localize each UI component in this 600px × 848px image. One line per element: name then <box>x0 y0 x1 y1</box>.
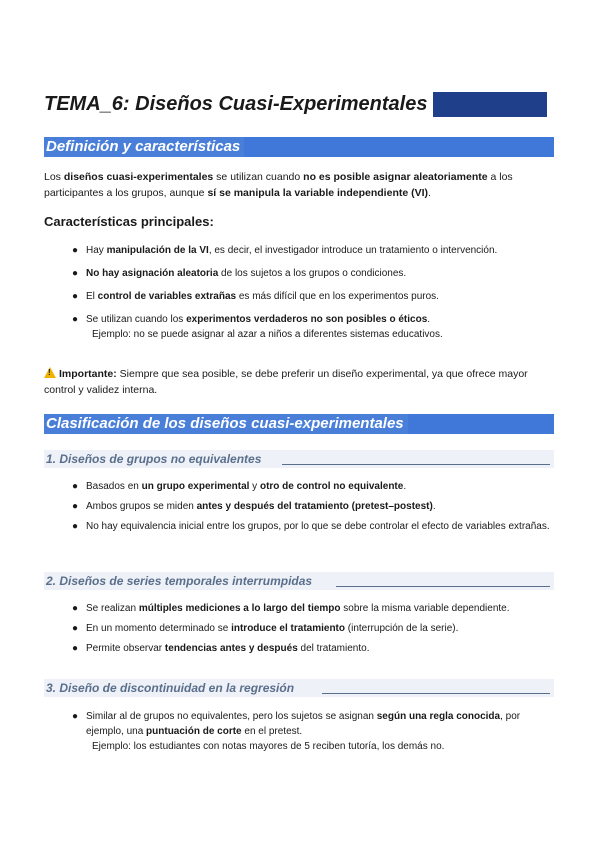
bold-text: sí se manipula la variable independiente (VI) <box>207 187 429 199</box>
list-item: ● Permite observar tendencias antes y después del tratamiento. <box>72 643 370 654</box>
bold-text: diseños cuasi-experimentales <box>63 171 214 183</box>
example-text: Ejemplo: los estudiantes con notas mayores de 5 reciben tutoría, los demás no. <box>92 741 445 752</box>
subsection-title-text: 1. Diseños de grupos no equivalentes <box>46 452 262 466</box>
warning-icon <box>44 367 56 378</box>
page-title: TEMA_6: Diseños Cuasi-Experimentales <box>44 92 433 117</box>
list-item: ● Hay manipulación de la VI, es decir, el investigador introduce un tratamiento o intervención. <box>72 245 498 256</box>
section-title: Definición y características <box>44 137 244 157</box>
list-item: ● En un momento determinado se introduce el tratamiento (interrupción de la serie). <box>72 623 459 634</box>
note-label: Importante: <box>59 368 117 380</box>
title-bar <box>44 92 547 117</box>
subsection-title <box>44 679 554 697</box>
example-text: Ejemplo: no se puede asignar al azar a niños a diferentes sistemas educativos. <box>92 329 443 340</box>
subsection-title-text: 2. Diseños de series temporales interrumpidas <box>46 574 313 588</box>
regression-discontinuity-list <box>72 709 558 754</box>
text: Los <box>44 171 64 183</box>
section-header-classification <box>44 414 554 434</box>
title-rule <box>322 693 550 694</box>
section-header-definition <box>44 137 554 157</box>
nonequivalent-groups-list <box>72 479 558 534</box>
title-rule <box>336 586 550 587</box>
text: a los participantes a los grupos, aunque <box>44 171 513 199</box>
subsection-title-text: 3. Diseño de discontinuidad en la regresión <box>46 681 295 695</box>
text: . <box>428 187 431 199</box>
list-item: ● Ambos grupos se miden antes y después del tratamiento (pretest–postest). <box>72 501 436 512</box>
note-text: Siempre que sea posible, se debe preferir un diseño experimental, ya que ofrece mayor control y validez interna. <box>44 368 528 396</box>
time-series-list <box>72 601 558 656</box>
list-item: ● Basados en un grupo experimental y otro de control no equivalente. <box>72 481 407 492</box>
title-rule <box>282 464 550 465</box>
subsection-title <box>44 572 554 590</box>
subsection-title <box>44 450 554 468</box>
list-item: ● Se realizan múltiples mediciones a lo largo del tiempo sobre la misma variable dependiente. <box>72 603 510 614</box>
list-item: ● No hay asignación aleatoria de los sujetos a los grupos o condiciones. <box>72 268 407 279</box>
list-item: ● Se utilizan cuando los experimentos verdaderos no son posibles o éticos. Ejemplo: no se puede asignar al azar a niños a diferentes sistemas educativos. <box>72 312 558 342</box>
text: se utilizan cuando <box>213 171 304 183</box>
bold-text: no es posible asignar aleatoriamente <box>303 171 488 183</box>
section-title: Clasificación de los diseños cuasi-experimentales <box>44 414 408 434</box>
list-item: ● No hay equivalencia inicial entre los grupos, por lo que se debe controlar el efecto de variables extrañas. <box>72 521 550 532</box>
important-note <box>44 366 556 398</box>
characteristics-list <box>72 243 558 342</box>
list-item: ● Similar al de grupos no equivalentes, pero los sujetos se asignan según una regla conocida, por ejemplo, una puntuación de corte en el pretest. Ejemplo: los estudiantes con notas mayores de 5 reciben tutoría, los demás no. <box>72 709 558 754</box>
intro-paragraph <box>44 169 556 201</box>
list-item: ● El control de variables extrañas es más difícil que en los experimentos puros. <box>72 291 439 302</box>
subheading: Características principales: <box>44 214 214 229</box>
